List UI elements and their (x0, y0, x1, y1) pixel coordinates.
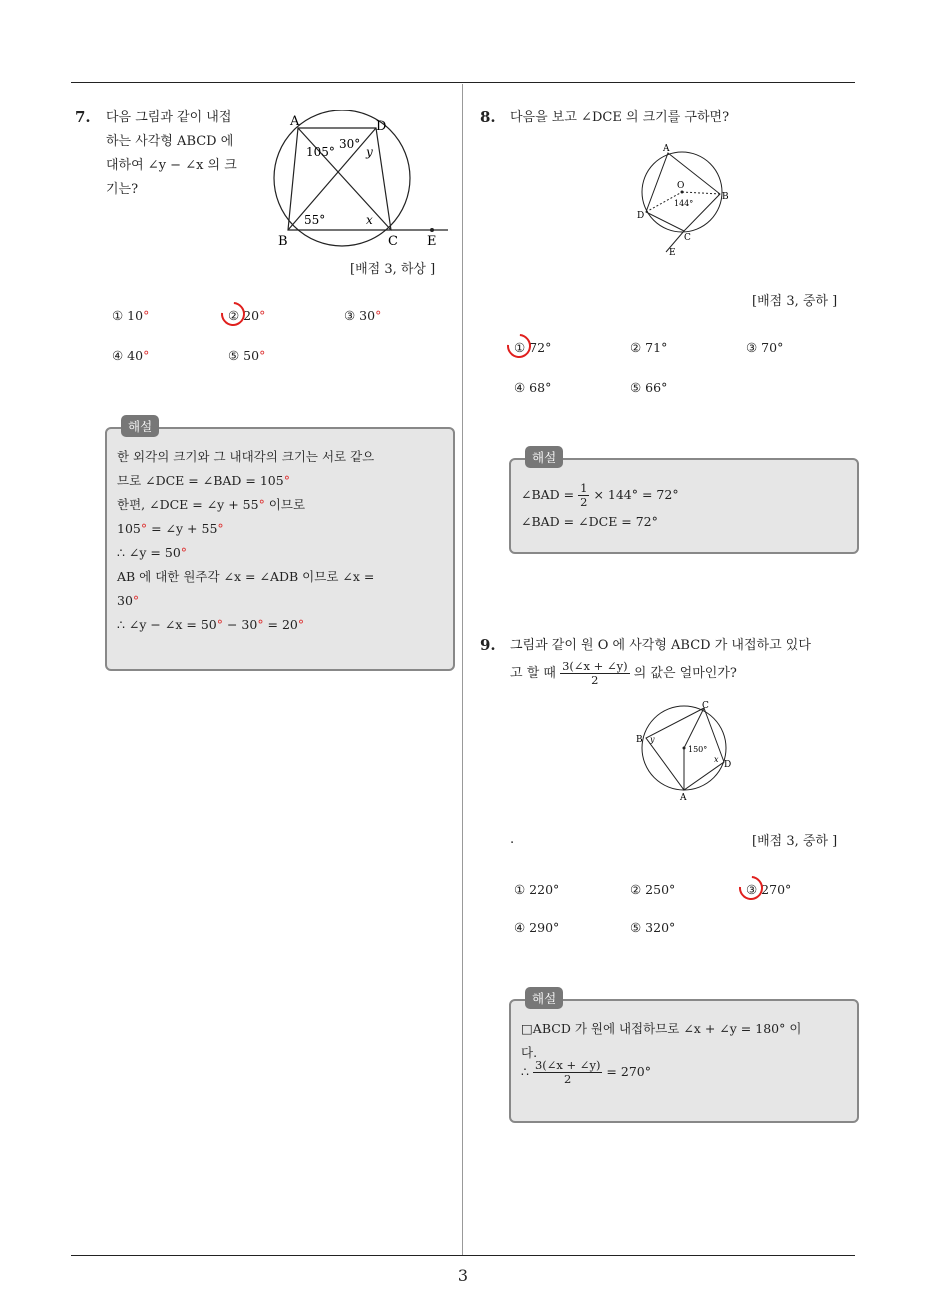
expl-line: 한 외각의 크기와 그 내대각의 크기는 서로 같으 (117, 449, 375, 464)
q9-number: 9. (480, 636, 496, 654)
expl-line: 다. (521, 1045, 538, 1060)
q9-text-line: 고 할 때 $\frac{3(\angle x + \angle y)}{2}$ 의 값은 얼마인가? (510, 659, 737, 687)
q9-label-b: B (636, 735, 643, 745)
q9-answer-circle-icon (734, 871, 768, 905)
q7-text-line: 하는 사각형 ABCD 에 (106, 134, 234, 149)
q7-number: 7. (75, 108, 91, 126)
q9-choice-2[interactable]: ② 250° (630, 882, 676, 897)
q8-choice-5[interactable]: ⑤ 66° (630, 380, 668, 395)
expl-line: 105° = ∠y + 55° (117, 521, 224, 536)
top-rule (71, 82, 855, 83)
q9-label-d: D (724, 760, 732, 770)
expl-line: ∴ ∠y − ∠x = 50° − 30° = 20° (117, 617, 305, 632)
fraction: $\frac{3(\angle x + \angle y)}{2}$ (534, 1058, 601, 1086)
choice-label: ③ 30 (344, 308, 376, 323)
q7-angle-105: 105° (306, 145, 335, 159)
q7-angle-30: 30° (339, 137, 361, 151)
q8-choice-4[interactable]: ④ 68° (514, 380, 552, 395)
choice-label: ② 20 (228, 308, 260, 323)
q7-text-line: 다음 그림과 같이 내접 (106, 110, 232, 125)
q7-choice-5[interactable] (228, 348, 265, 363)
degree-mark: ° (375, 308, 382, 323)
q7-label-x: x (366, 213, 373, 227)
q7-label-d: D (376, 119, 387, 134)
q9-label-c: C (702, 701, 709, 711)
expl-line: ∴ $\frac{3(\angle x + \angle y)}{2}$ = 270° (521, 1058, 651, 1086)
q9-explanation-body (521, 1017, 853, 1086)
fraction: $\frac{3(\angle x + \angle y)}{2}$ (562, 659, 628, 687)
q7-choice-3[interactable] (344, 308, 381, 323)
q9-text (510, 634, 860, 687)
bottom-rule (71, 1255, 855, 1256)
q8-choice-1[interactable]: ① 72° (514, 340, 552, 355)
q7-explanation-body (117, 445, 447, 637)
q8-label-e: E (669, 248, 676, 258)
q7-label-b: B (278, 234, 288, 249)
q7-text-line: 기는? (106, 182, 139, 197)
q7-label-e: E (427, 234, 437, 249)
q8-choice-2[interactable]: ② 71° (630, 340, 668, 355)
column-divider (462, 84, 463, 1255)
q9-label-x: x (714, 755, 719, 764)
q7-text-line: 대하여 ∠y − ∠x 의 크 (106, 158, 237, 173)
q7-label-c: C (388, 234, 398, 249)
q7-angle-55: 55° (304, 213, 326, 227)
q8-label-o: O (677, 181, 685, 191)
q8-explanation-box (509, 450, 859, 554)
q8-text: 다음을 보고 ∠DCE 의 크기를 구하면? (510, 110, 730, 125)
q9-label-y: y (650, 735, 655, 744)
degree-mark: ° (259, 308, 266, 323)
q9-score: [배점 3, 중하 ] (752, 834, 838, 849)
q9-choice-1[interactable]: ① 220° (514, 882, 560, 897)
choice-label: ④ 40 (112, 348, 144, 363)
q7-explanation-tag: 해설 (121, 415, 159, 437)
q8-label-c: C (684, 233, 691, 243)
degree-mark: ° (143, 308, 150, 323)
degree-mark: ° (259, 348, 266, 363)
expl-line: □ABCD 가 원에 내접하므로 ∠x + ∠y = 180° 이 (521, 1021, 802, 1036)
q8-answer-circle-icon (502, 329, 536, 363)
q8-figure (632, 140, 742, 260)
expl-line: ∠BAD = ∠DCE = 72° (521, 514, 658, 529)
expl-line: ∴ ∠y = 50° (117, 545, 188, 560)
q9-text-line: 그림과 같이 원 O 에 사각형 ABCD 가 내접하고 있다 (510, 638, 811, 653)
q9-figure (630, 700, 740, 810)
q8-label-a: A (663, 144, 670, 154)
q9-dot: . (510, 832, 515, 847)
q7-label-y: y (366, 145, 373, 159)
q9-explanation-box (509, 991, 859, 1123)
q7-score: [배점 3, 하상 ] (350, 262, 436, 277)
expl-line: 므로 ∠DCE = ∠BAD = 105° (117, 473, 290, 488)
q7-figure (266, 110, 456, 250)
q8-label-d: D (637, 211, 645, 221)
q7-choice-4[interactable] (112, 348, 149, 363)
q9-choice-5[interactable]: ⑤ 320° (630, 920, 676, 935)
q7-answer-circle-icon (216, 297, 250, 331)
q9-angle-150: 150° (688, 745, 708, 754)
expl-line: 한편, ∠DCE = ∠y + 55° 이므로 (117, 497, 306, 512)
q8-explanation-body (521, 482, 851, 535)
q9-label-a: A (680, 793, 687, 803)
degree-mark: ° (143, 348, 150, 363)
q7-choice-1[interactable] (112, 308, 149, 323)
q9-explanation-tag: 해설 (525, 987, 563, 1009)
q9-choice-4[interactable]: ④ 290° (514, 920, 560, 935)
q9-choice-3[interactable]: ③ 270° (746, 882, 792, 897)
choice-label: ⑤ 50 (228, 348, 260, 363)
q7-label-a: A (290, 114, 300, 129)
q8-explanation-tag: 해설 (525, 446, 563, 468)
expl-line: 30° (117, 593, 140, 608)
q7-text (106, 106, 266, 202)
q8-angle-144: 144° (674, 199, 694, 208)
q7-explanation-box (105, 419, 455, 671)
q8-label-b: B (722, 192, 729, 202)
page-number: 3 (457, 1266, 469, 1285)
choice-label: ① 10 (112, 308, 144, 323)
q8-number: 8. (480, 108, 496, 126)
q8-score: [배점 3, 중하 ] (752, 294, 838, 309)
expl-line: ∠BAD = $\frac{1}{2}$ × 144° = 72° (521, 481, 679, 509)
q8-choice-3[interactable]: ③ 70° (746, 340, 784, 355)
expl-line: AB 에 대한 원주각 ∠x = ∠ADB 이므로 ∠x = (117, 569, 375, 584)
fraction: $\frac{1}{2}$ (580, 481, 588, 509)
